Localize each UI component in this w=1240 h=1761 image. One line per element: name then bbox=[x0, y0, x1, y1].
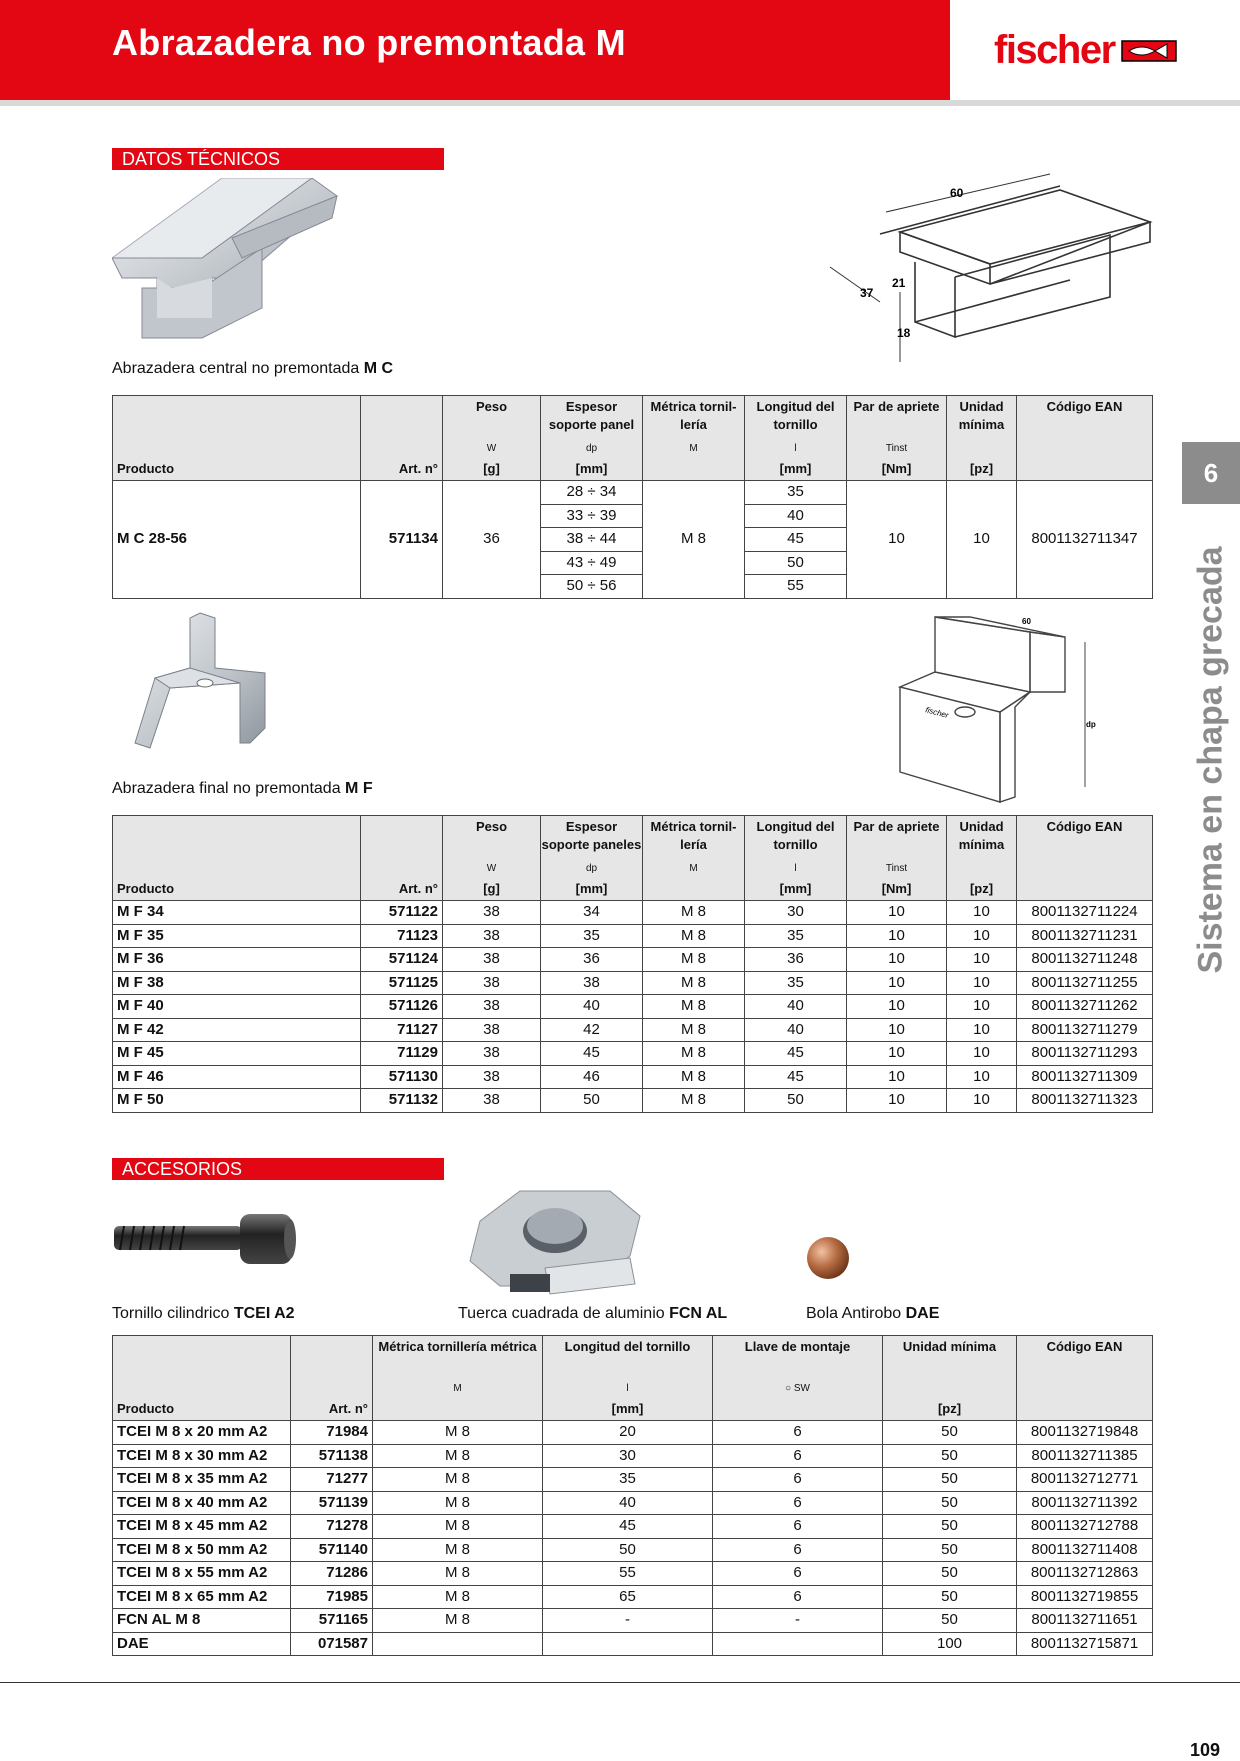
page-number: 109 bbox=[1190, 1740, 1221, 1760]
table-cell: M 8 bbox=[373, 1585, 543, 1609]
table-cell: M 8 bbox=[643, 1018, 745, 1042]
table-cell: 6 bbox=[713, 1562, 883, 1586]
table-cell: 6 bbox=[713, 1421, 883, 1445]
table-row bbox=[113, 1538, 1153, 1562]
table-cell: 571140 bbox=[291, 1538, 373, 1562]
table-cell: M 8 bbox=[643, 971, 745, 995]
table-cell: 8001132711224 bbox=[1017, 901, 1153, 925]
table-cell: 50 bbox=[883, 1585, 1017, 1609]
table-cell: 8001132712863 bbox=[1017, 1562, 1153, 1586]
table-cell: TCEI M 8 x 55 mm A2 bbox=[113, 1562, 291, 1586]
table-cell: M 8 bbox=[373, 1609, 543, 1633]
table-cell: M 8 bbox=[643, 1089, 745, 1113]
table-cell: 10 bbox=[947, 1042, 1017, 1066]
table-cell: M 8 bbox=[373, 1468, 543, 1492]
table-cell: 71123 bbox=[361, 924, 443, 948]
table-cell: M F 40 bbox=[113, 995, 361, 1019]
table-cell: M 8 bbox=[373, 1562, 543, 1586]
table-cell: 6 bbox=[713, 1491, 883, 1515]
screw-photo bbox=[112, 1210, 302, 1270]
acc-caption-screw: Tornillo cilindrico TCEI A2 bbox=[112, 1305, 295, 1322]
table-cell: 38 bbox=[443, 1089, 541, 1113]
table-cell: M F 38 bbox=[113, 971, 361, 995]
table-cell: 10 bbox=[947, 1018, 1017, 1042]
fischer-logo bbox=[994, 28, 1177, 73]
table-cell: 34 bbox=[541, 901, 643, 925]
header-divider bbox=[0, 100, 1240, 106]
table-row bbox=[113, 995, 1153, 1019]
table-cell: 45 bbox=[543, 1515, 713, 1539]
acc-caption-ball: Bola Antirobo DAE bbox=[806, 1305, 940, 1322]
table-row bbox=[113, 1609, 1153, 1633]
table-cell: 8001132711293 bbox=[1017, 1042, 1153, 1066]
table-cell: M F 50 bbox=[113, 1089, 361, 1113]
table-row bbox=[113, 1444, 1153, 1468]
table-cell: 36 bbox=[541, 948, 643, 972]
mc-clamp-photo bbox=[112, 178, 342, 348]
svg-text:37: 37 bbox=[860, 286, 874, 300]
table-cell: 38 bbox=[443, 948, 541, 972]
table-cell: M F 46 bbox=[113, 1065, 361, 1089]
table-cell: 50 bbox=[883, 1538, 1017, 1562]
table-cell: 40 bbox=[543, 1491, 713, 1515]
table-cell: 10 bbox=[947, 924, 1017, 948]
table-cell: 8001132711279 bbox=[1017, 1018, 1153, 1042]
svg-text:18: 18 bbox=[897, 326, 911, 340]
table-cell: 38 bbox=[443, 901, 541, 925]
table-cell: 71278 bbox=[291, 1515, 373, 1539]
table-cell: M 8 bbox=[643, 948, 745, 972]
mc-caption: Abrazadera central no premontada M C bbox=[112, 360, 394, 377]
table-cell: 38 bbox=[443, 995, 541, 1019]
svg-text:dp: dp bbox=[1086, 720, 1096, 729]
table-cell: 6 bbox=[713, 1585, 883, 1609]
table-cell: 071587 bbox=[291, 1632, 373, 1656]
table-cell: 35 bbox=[745, 971, 847, 995]
table-cell: 571122 bbox=[361, 901, 443, 925]
table-row bbox=[113, 1468, 1153, 1492]
table-cell: 50 bbox=[883, 1491, 1017, 1515]
table-cell: 571130 bbox=[361, 1065, 443, 1089]
table-row bbox=[113, 1421, 1153, 1445]
table-cell: 10 bbox=[847, 948, 947, 972]
table-cell: 38 bbox=[443, 1042, 541, 1066]
table-cell: - bbox=[543, 1609, 713, 1633]
table-cell: 571139 bbox=[291, 1491, 373, 1515]
table-cell: TCEI M 8 x 40 mm A2 bbox=[113, 1491, 291, 1515]
table-cell: M 8 bbox=[373, 1515, 543, 1539]
table-cell: 8001132712771 bbox=[1017, 1468, 1153, 1492]
table-cell: - bbox=[713, 1609, 883, 1633]
table-cell: 50 bbox=[883, 1444, 1017, 1468]
table-cell: 571138 bbox=[291, 1444, 373, 1468]
table-row bbox=[113, 948, 1153, 972]
chapter-tab: 6 bbox=[1182, 442, 1240, 504]
mc-spec-table: Producto Art. n° Peso W [g] Espesor soporte panel dp [mm] Métrica tornil-lería M Longitud del tornillo l [mm] Par de apriete Tinst [Nm] Unidad mínima [pz] Código EAN M C 28-56 571134 36 28 ÷ 34 M 8 35 10 10 8001132711347 33 ÷ 39 40 38 ÷ 44 45 43 ÷ 49 50 50 ÷ 56 55 bbox=[112, 395, 1153, 599]
table-cell: M F 34 bbox=[113, 901, 361, 925]
footer-divider bbox=[0, 1682, 1240, 1683]
table-cell: 45 bbox=[541, 1042, 643, 1066]
table-cell: M 8 bbox=[373, 1444, 543, 1468]
table-cell: 45 bbox=[745, 1042, 847, 1066]
table-cell: 8001132711408 bbox=[1017, 1538, 1153, 1562]
table-cell: 50 bbox=[883, 1468, 1017, 1492]
table-cell: 40 bbox=[745, 995, 847, 1019]
table-row bbox=[113, 901, 1153, 925]
table-cell: 10 bbox=[947, 1065, 1017, 1089]
chapter-label: Sistema en chapa grecada bbox=[1191, 546, 1230, 974]
table-cell: 35 bbox=[541, 924, 643, 948]
table-cell: 10 bbox=[947, 948, 1017, 972]
table-cell: 71984 bbox=[291, 1421, 373, 1445]
table-cell: 10 bbox=[847, 1089, 947, 1113]
table-cell: 71127 bbox=[361, 1018, 443, 1042]
table-cell: 46 bbox=[541, 1065, 643, 1089]
logo-wordmark: fischer bbox=[994, 28, 1115, 72]
table-cell: 10 bbox=[847, 924, 947, 948]
table-cell: 71286 bbox=[291, 1562, 373, 1586]
table-cell: 10 bbox=[847, 1018, 947, 1042]
table-cell: 35 bbox=[745, 924, 847, 948]
table-cell: M 8 bbox=[373, 1421, 543, 1445]
table-cell: 8001132719855 bbox=[1017, 1585, 1153, 1609]
table-cell: 10 bbox=[847, 1065, 947, 1089]
table-cell: 50 bbox=[883, 1562, 1017, 1586]
table-cell: TCEI M 8 x 65 mm A2 bbox=[113, 1585, 291, 1609]
table-cell: 20 bbox=[543, 1421, 713, 1445]
table-cell: 8001132711255 bbox=[1017, 971, 1153, 995]
table-cell: M F 42 bbox=[113, 1018, 361, 1042]
table-cell: 10 bbox=[947, 995, 1017, 1019]
table-cell: 571124 bbox=[361, 948, 443, 972]
table-row bbox=[113, 1065, 1153, 1089]
table-row bbox=[113, 971, 1153, 995]
table-cell: 55 bbox=[543, 1562, 713, 1586]
table-cell: M 8 bbox=[643, 1065, 745, 1089]
table-row bbox=[113, 924, 1153, 948]
table-cell bbox=[373, 1632, 543, 1656]
mf-spec-table: Producto Art. n° Peso W [g] Espesor soporte paneles dp [mm] Métrica tornil-lería M Longitud del tornillo l [mm] Par de apriete Tinst [Nm] Unidad mínima [pz] Código EAN M F 34 571122 38 34 M 8 30 10 10 8001132711224 M F 35 71123 38 35 M 8 35 10 10 8001132711231 M F 36 571124 38 36 M 8 36 10 10 8001132711248 M F 38 571125 38 38 M 8 35 10 10 8001132711255 M F 40 571126 38 40 M 8 40 10 10 8001132711262 M F 42 71127 38 42 M 8 40 10 10 8001132711279 M F 45 71129 38 45 M 8 45 10 10 8001132711293 M F 46 571130 38 46 M 8 45 10 10 8001132711309 M F 50 571132 38 50 M 8 50 10 10 8001132711323 bbox=[112, 815, 1153, 1113]
table-cell: 8001132711385 bbox=[1017, 1444, 1153, 1468]
table-row bbox=[113, 1562, 1153, 1586]
table-cell: 30 bbox=[745, 901, 847, 925]
table-cell: 8001132715871 bbox=[1017, 1632, 1153, 1656]
mc-technical-drawing bbox=[820, 172, 1160, 372]
table-cell: 8001132711651 bbox=[1017, 1609, 1153, 1633]
table-cell: 71129 bbox=[361, 1042, 443, 1066]
table-cell: 50 bbox=[543, 1538, 713, 1562]
table-cell: 45 bbox=[745, 1065, 847, 1089]
table-cell: 71277 bbox=[291, 1468, 373, 1492]
table-row: M C 28-56 571134 36 28 ÷ 34 M 8 35 10 10 8001132711347 bbox=[113, 481, 1153, 505]
table-row bbox=[113, 1089, 1153, 1113]
table-cell: 8001132712788 bbox=[1017, 1515, 1153, 1539]
svg-text:60: 60 bbox=[1022, 617, 1031, 626]
table-cell bbox=[713, 1632, 883, 1656]
table-cell: 100 bbox=[883, 1632, 1017, 1656]
table-cell: 50 bbox=[883, 1421, 1017, 1445]
mf-clamp-photo bbox=[130, 608, 280, 758]
table-row bbox=[113, 1632, 1153, 1656]
table-cell: 10 bbox=[947, 971, 1017, 995]
mf-technical-drawing bbox=[890, 612, 1110, 812]
table-cell: M F 35 bbox=[113, 924, 361, 948]
table-cell: 38 bbox=[541, 971, 643, 995]
svg-text:60: 60 bbox=[950, 186, 964, 200]
table-cell bbox=[543, 1632, 713, 1656]
table-row bbox=[113, 1042, 1153, 1066]
table-cell: 35 bbox=[543, 1468, 713, 1492]
table-cell: M 8 bbox=[643, 995, 745, 1019]
table-cell: 571126 bbox=[361, 995, 443, 1019]
table-cell: 6 bbox=[713, 1444, 883, 1468]
table-cell: 8001132711323 bbox=[1017, 1089, 1153, 1113]
acc-caption-nut: Tuerca cuadrada de aluminio FCN AL bbox=[458, 1305, 728, 1322]
acc-spec-table: Producto Art. n° Métrica tornillería métrica M Longitud del tornillo l [mm] Llave de montaje ○ SW Unidad mínima [pz] Código EAN TCEI M 8 x 20 mm A2 71984 M 8 20 6 50 8001132719848 TCEI M 8 x 30 mm A2 571138 M 8 30 6 50 8001132711385 TCEI M 8 x 35 mm A2 71277 M 8 35 6 50 8001132712771 TCEI M 8 x 40 mm A2 571139 M 8 40 6 50 8001132711392 TCEI M 8 x 45 mm A2 71278 M 8 45 6 50 8001132712788 TCEI M 8 x 50 mm A2 571140 M 8 50 6 50 8001132711408 TCEI M 8 x 55 mm A2 71286 M 8 55 6 50 8001132712863 TCEI M 8 x 65 mm A2 71985 M 8 65 6 50 8001132719855 FCN AL M 8 571165 M 8 - - 50 8001132711651 DAE 071587 100 8001132715871 bbox=[112, 1335, 1153, 1656]
table-cell: 38 bbox=[443, 1018, 541, 1042]
section-datos-tecnicos: DATOS TÉCNICOS bbox=[112, 148, 444, 170]
table-cell: 571125 bbox=[361, 971, 443, 995]
table-cell: M 8 bbox=[373, 1491, 543, 1515]
table-cell: 50 bbox=[745, 1089, 847, 1113]
table-cell: 38 bbox=[443, 971, 541, 995]
table-cell: 8001132711309 bbox=[1017, 1065, 1153, 1089]
table-cell: TCEI M 8 x 50 mm A2 bbox=[113, 1538, 291, 1562]
page-title: Abrazadera no premontada M bbox=[112, 22, 626, 63]
table-cell: 42 bbox=[541, 1018, 643, 1042]
table-cell: 40 bbox=[745, 1018, 847, 1042]
table-cell: 8001132719848 bbox=[1017, 1421, 1153, 1445]
table-cell: TCEI M 8 x 35 mm A2 bbox=[113, 1468, 291, 1492]
table-row bbox=[113, 1018, 1153, 1042]
table-cell: 50 bbox=[541, 1089, 643, 1113]
table-cell: 8001132711262 bbox=[1017, 995, 1153, 1019]
table-cell: M 8 bbox=[373, 1538, 543, 1562]
table-cell: 65 bbox=[543, 1585, 713, 1609]
table-cell: 571165 bbox=[291, 1609, 373, 1633]
table-cell: M 8 bbox=[643, 1042, 745, 1066]
table-cell: M F 45 bbox=[113, 1042, 361, 1066]
table-cell: 10 bbox=[847, 1042, 947, 1066]
anti-theft-ball-photo bbox=[806, 1236, 850, 1280]
table-cell: 10 bbox=[847, 901, 947, 925]
table-cell: TCEI M 8 x 45 mm A2 bbox=[113, 1515, 291, 1539]
table-cell: 71985 bbox=[291, 1585, 373, 1609]
table-cell: DAE bbox=[113, 1632, 291, 1656]
table-cell: 6 bbox=[713, 1468, 883, 1492]
square-nut-photo bbox=[460, 1186, 650, 1296]
section-accesorios: ACCESORIOS bbox=[112, 1158, 444, 1180]
table-cell: 50 bbox=[883, 1515, 1017, 1539]
table-cell: 571132 bbox=[361, 1089, 443, 1113]
table-cell: TCEI M 8 x 30 mm A2 bbox=[113, 1444, 291, 1468]
table-cell: 10 bbox=[947, 901, 1017, 925]
table-cell: 50 bbox=[883, 1609, 1017, 1633]
table-cell: 6 bbox=[713, 1538, 883, 1562]
table-cell: FCN AL M 8 bbox=[113, 1609, 291, 1633]
svg-text:21: 21 bbox=[892, 276, 906, 290]
table-cell: M 8 bbox=[643, 924, 745, 948]
table-cell: 10 bbox=[847, 971, 947, 995]
table-cell: 38 bbox=[443, 1065, 541, 1089]
table-cell: TCEI M 8 x 20 mm A2 bbox=[113, 1421, 291, 1445]
table-row bbox=[113, 1491, 1153, 1515]
table-cell: 10 bbox=[847, 995, 947, 1019]
table-row bbox=[113, 1515, 1153, 1539]
table-cell: 38 bbox=[443, 924, 541, 948]
svg-text:fischer: fischer bbox=[924, 705, 950, 721]
table-cell: M 8 bbox=[643, 901, 745, 925]
table-cell: 40 bbox=[541, 995, 643, 1019]
fish-logo-icon bbox=[1121, 40, 1177, 62]
table-row bbox=[113, 1585, 1153, 1609]
table-cell: 30 bbox=[543, 1444, 713, 1468]
table-cell: 8001132711231 bbox=[1017, 924, 1153, 948]
table-cell: M F 36 bbox=[113, 948, 361, 972]
table-cell: 36 bbox=[745, 948, 847, 972]
mf-caption: Abrazadera final no premontada M F bbox=[112, 780, 373, 797]
table-cell: 10 bbox=[947, 1089, 1017, 1113]
table-cell: 8001132711248 bbox=[1017, 948, 1153, 972]
table-cell: 8001132711392 bbox=[1017, 1491, 1153, 1515]
table-cell: 6 bbox=[713, 1515, 883, 1539]
